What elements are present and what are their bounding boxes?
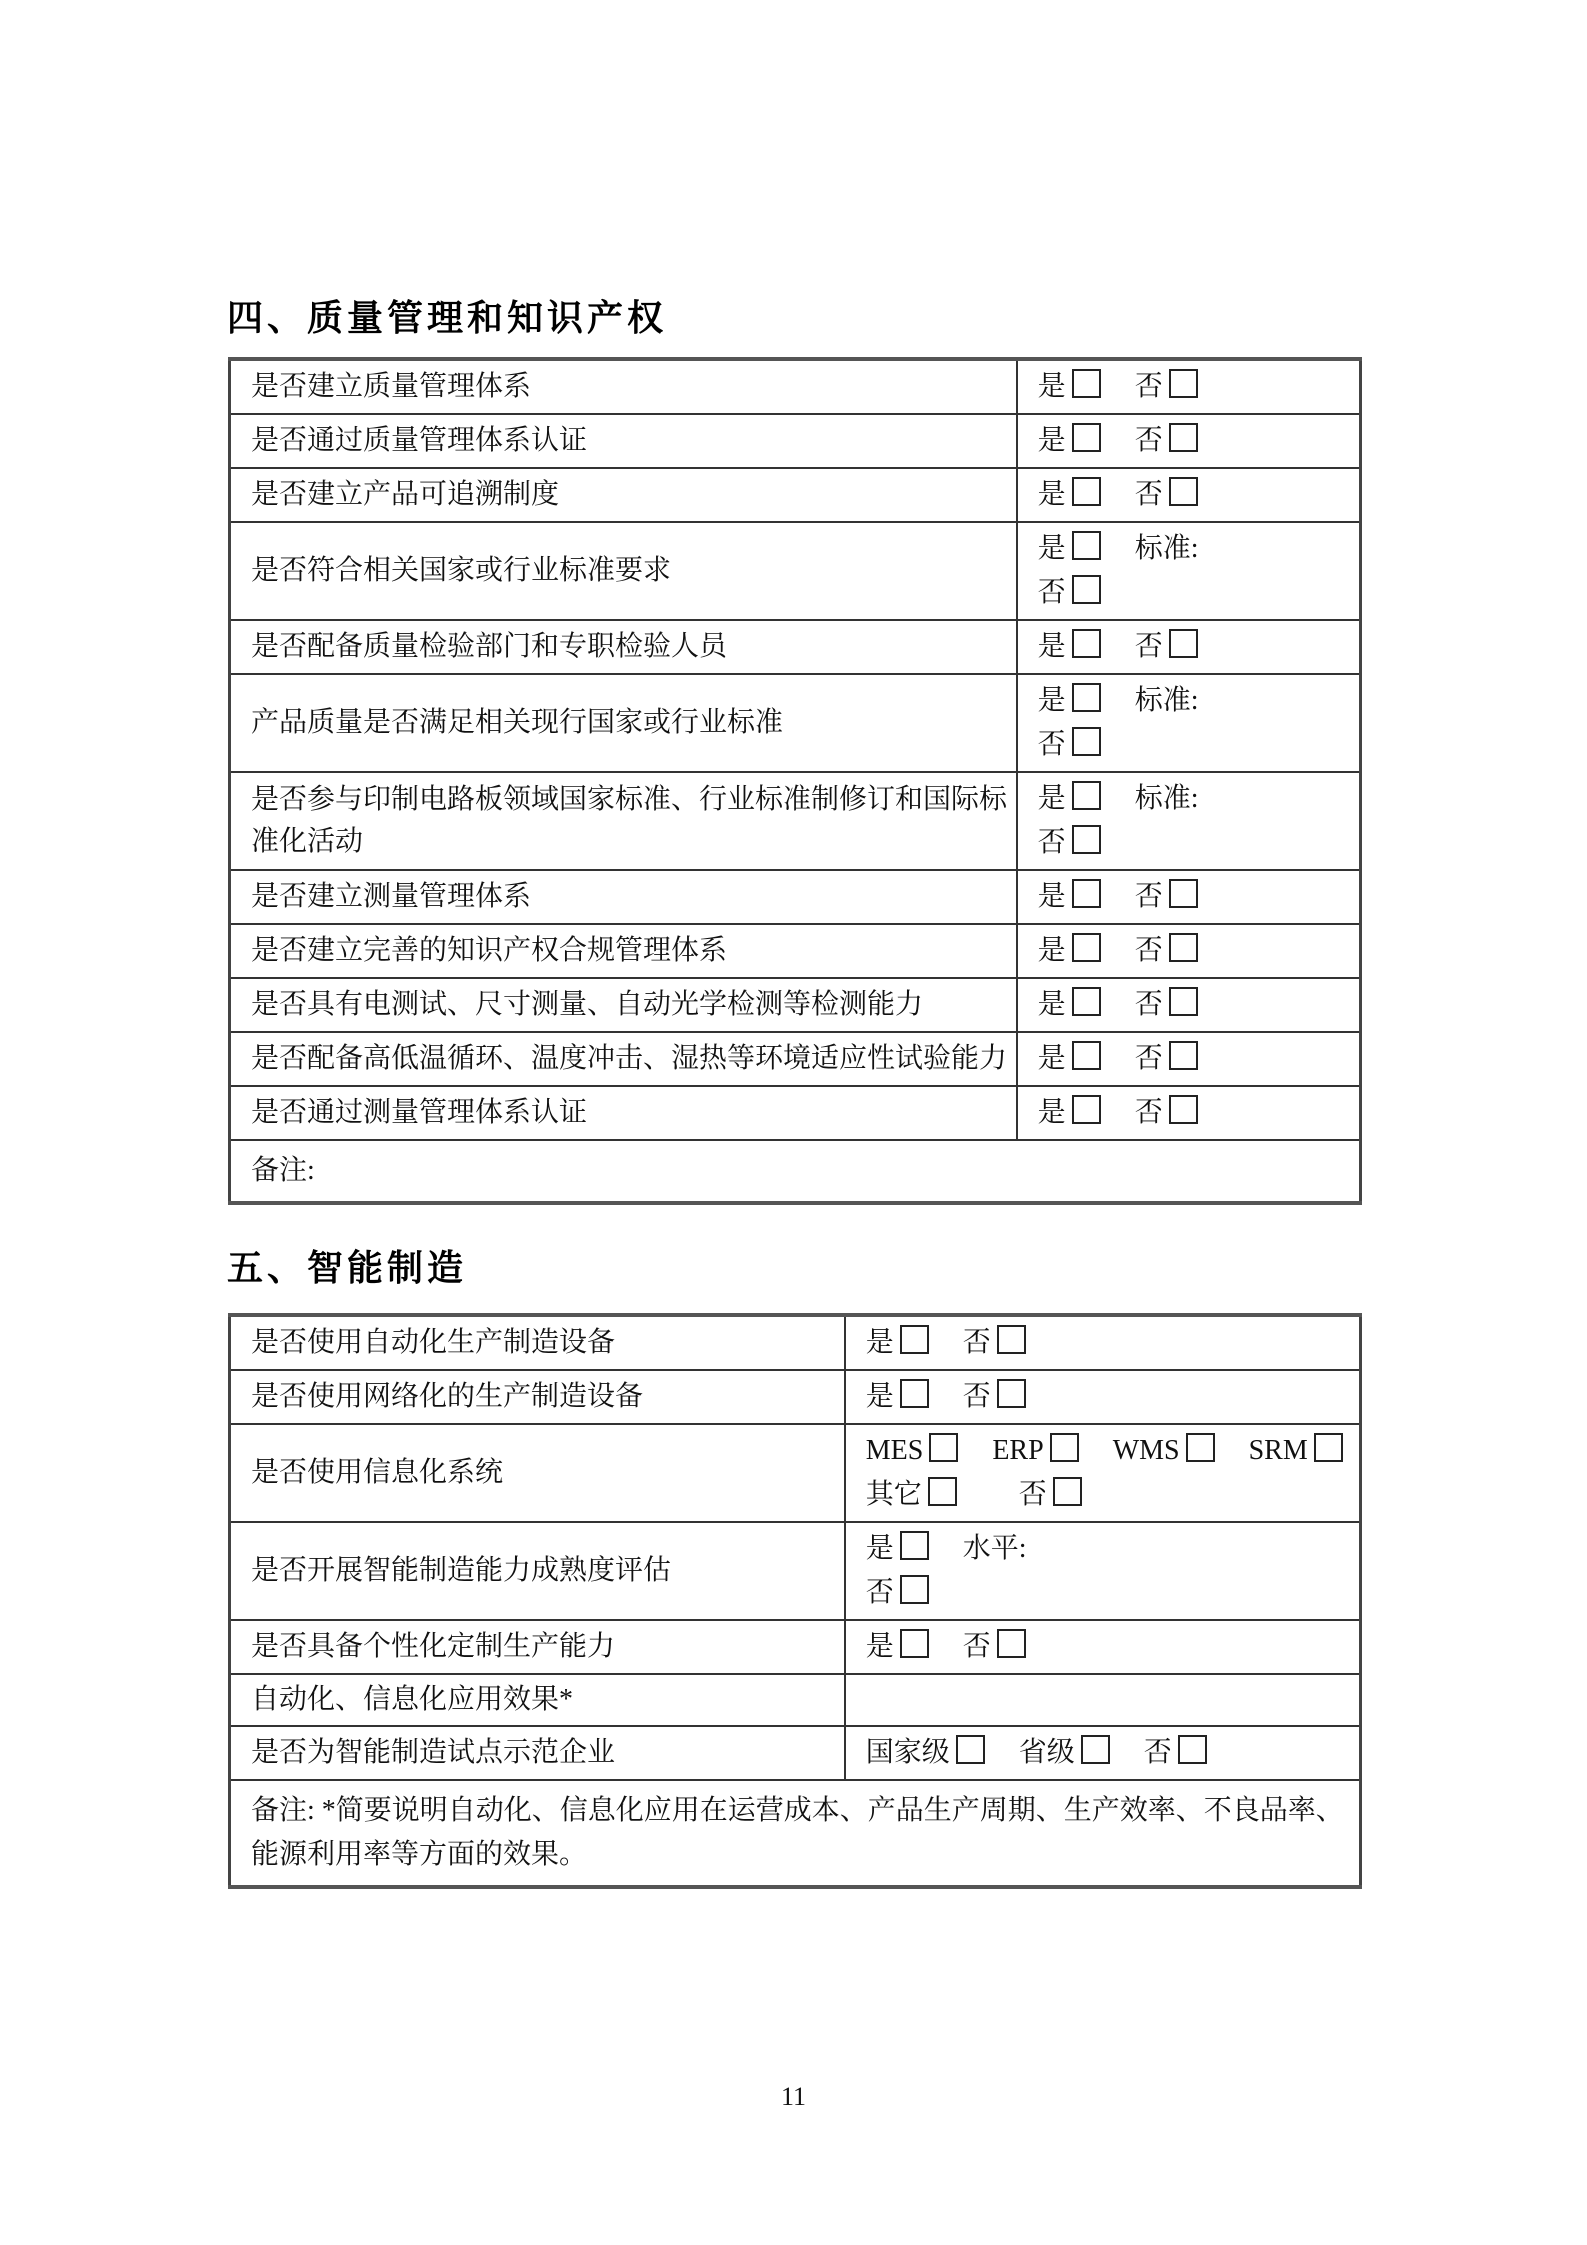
- remark-cell: 备注:: [230, 1140, 1361, 1203]
- answer-cell: [1017, 1086, 1361, 1140]
- checkbox[interactable]: [1072, 781, 1101, 810]
- checkbox-option: [992, 1429, 1078, 1473]
- fill-in-label: [1135, 679, 1199, 723]
- answer-cell: [845, 1674, 1361, 1726]
- option-label: 是: [1037, 989, 1066, 1020]
- checkbox-option: [1135, 929, 1198, 973]
- option-label: 是: [1037, 783, 1066, 814]
- table-row: [230, 1315, 1361, 1370]
- fill-in-label: [1135, 527, 1199, 571]
- checkbox-option: [866, 1571, 929, 1615]
- checkbox-option: [866, 1527, 929, 1571]
- page-number: 11: [780, 2082, 807, 2111]
- table-row: [230, 772, 1361, 870]
- option-label: 其它: [865, 1479, 922, 1510]
- option-label: 否: [1037, 827, 1066, 858]
- answer-line: [866, 1473, 1353, 1517]
- answer-line: [1038, 929, 1353, 973]
- option-label: 否: [962, 1381, 991, 1412]
- option-label: 否: [1134, 631, 1163, 662]
- checkbox-option: [1038, 1091, 1101, 1135]
- checkbox-option: [866, 1625, 929, 1669]
- option-label: 否: [1134, 989, 1163, 1020]
- checkbox[interactable]: [900, 1325, 929, 1354]
- question-cell: 是否配备高低温循环、温度冲击、湿热等环境适应性试验能力: [230, 1032, 1017, 1086]
- table-row: [230, 1086, 1361, 1140]
- option-label: 否: [962, 1327, 991, 1358]
- option-label: 水平:: [962, 1533, 1027, 1564]
- answer-line: [1038, 419, 1353, 463]
- checkbox[interactable]: [1169, 1041, 1198, 1070]
- checkbox[interactable]: [1053, 1477, 1082, 1506]
- checkbox[interactable]: [1178, 1735, 1207, 1764]
- checkbox-option: [1135, 625, 1198, 669]
- question-cell: 自动化、信息化应用效果*: [230, 1674, 845, 1726]
- answer-cell: [1017, 870, 1361, 924]
- option-label: 否: [1134, 1043, 1163, 1074]
- remark-cell: 备注: *简要说明自动化、信息化应用在运营成本、产品生产周期、生产效率、不良品率、能源利用率等方面的效果。: [230, 1780, 1361, 1887]
- checkbox-option: [866, 1429, 959, 1473]
- checkbox-option: [1038, 723, 1101, 767]
- option-label: 是: [865, 1327, 894, 1358]
- checkbox[interactable]: [997, 1629, 1026, 1658]
- checkbox-option: [866, 1731, 985, 1775]
- table-row: [230, 1424, 1361, 1522]
- checkbox[interactable]: [1072, 1095, 1101, 1124]
- checkbox-option: [1135, 875, 1198, 919]
- checkbox[interactable]: [929, 1433, 958, 1462]
- option-label: 是: [1037, 685, 1066, 716]
- checkbox[interactable]: [928, 1477, 957, 1506]
- checkbox[interactable]: [1169, 987, 1198, 1016]
- answer-cell: [845, 1522, 1361, 1620]
- checkbox[interactable]: [1169, 1095, 1198, 1124]
- checkbox[interactable]: [997, 1325, 1026, 1354]
- answer-cell: [1017, 674, 1361, 772]
- answer-cell: [845, 1620, 1361, 1674]
- answer-line: [866, 1321, 1353, 1365]
- answer-cell: [845, 1370, 1361, 1424]
- question-cell: 是否建立产品可追溯制度: [230, 468, 1017, 522]
- option-label: 是: [865, 1381, 894, 1412]
- checkbox-option: [963, 1625, 1026, 1669]
- table-row: [230, 1674, 1361, 1726]
- answer-line: [866, 1375, 1353, 1419]
- answer-cell: [1017, 414, 1361, 468]
- question-cell: 是否使用信息化系统: [230, 1424, 845, 1522]
- checkbox-option: [866, 1473, 957, 1517]
- checkbox[interactable]: [900, 1629, 929, 1658]
- checkbox[interactable]: [1072, 531, 1101, 560]
- checkbox-option: [1038, 365, 1101, 409]
- answer-line: [1038, 473, 1353, 517]
- table-row: [230, 1620, 1361, 1674]
- answer-line: [1038, 875, 1353, 919]
- answer-line: [866, 1571, 1353, 1615]
- answer-line: [1038, 527, 1353, 571]
- question-cell: 是否开展智能制造能力成熟度评估: [230, 1522, 845, 1620]
- checkbox[interactable]: [1169, 423, 1198, 452]
- checkbox-option: [1038, 679, 1101, 723]
- option-label: 否: [1134, 1097, 1163, 1128]
- fill-in-label: [963, 1527, 1027, 1571]
- question-cell: 是否建立质量管理体系: [230, 359, 1017, 414]
- question-cell: 是否参与印制电路板领域国家标准、行业标准制修订和国际标准化活动: [230, 772, 1017, 870]
- option-label: SRM: [1248, 1435, 1308, 1466]
- checkbox[interactable]: [1072, 369, 1101, 398]
- checkbox[interactable]: [1169, 369, 1198, 398]
- checkbox[interactable]: [1169, 629, 1198, 658]
- option-label: 否: [1037, 729, 1066, 760]
- checkbox-option: [1038, 875, 1101, 919]
- checkbox-option: [1038, 983, 1101, 1027]
- checkbox-option: [963, 1375, 1026, 1419]
- checkbox[interactable]: [1072, 987, 1101, 1016]
- checkbox-option: [1038, 625, 1101, 669]
- option-label: 是: [865, 1631, 894, 1662]
- option-label: 是: [1037, 479, 1066, 510]
- table-row: [230, 1370, 1361, 1424]
- table-row: [230, 1032, 1361, 1086]
- option-label: 否: [1037, 577, 1066, 608]
- answer-cell: [1017, 772, 1361, 870]
- checkbox[interactable]: [1186, 1433, 1215, 1462]
- answer-line: [1038, 365, 1353, 409]
- fill-in-label: [1135, 777, 1199, 821]
- table-row: [230, 359, 1361, 414]
- checkbox-option: [1144, 1731, 1207, 1775]
- answer-line: [866, 1527, 1353, 1571]
- table-row: [230, 468, 1361, 522]
- option-label: ERP: [992, 1435, 1044, 1466]
- table-row: [230, 1522, 1361, 1620]
- answer-line: [1038, 983, 1353, 1027]
- answer-cell: [1017, 359, 1361, 414]
- checkbox-option: [866, 1375, 929, 1419]
- checkbox-option: [1135, 983, 1198, 1027]
- answer-cell: [1017, 468, 1361, 522]
- checkbox[interactable]: [1072, 423, 1101, 452]
- checkbox[interactable]: [900, 1379, 929, 1408]
- answer-line: [866, 1731, 1353, 1775]
- answer-cell: [845, 1726, 1361, 1780]
- checkbox-option: [963, 1321, 1026, 1365]
- checkbox-option: [1038, 571, 1101, 615]
- table-row: [230, 674, 1361, 772]
- checkbox[interactable]: [1072, 683, 1101, 712]
- table-row: [230, 924, 1361, 978]
- option-label: 否: [1143, 1737, 1172, 1768]
- checkbox[interactable]: [1072, 933, 1101, 962]
- question-cell: 是否具备个性化定制生产能力: [230, 1620, 845, 1674]
- smart-manufacturing-table: [228, 1313, 1362, 1889]
- checkbox[interactable]: [1169, 477, 1198, 506]
- checkbox[interactable]: [1314, 1433, 1343, 1462]
- checkbox[interactable]: [1072, 477, 1101, 506]
- answer-line: [1038, 821, 1353, 865]
- table-row: [230, 870, 1361, 924]
- checkbox-option: [1038, 527, 1101, 571]
- section-title-smart: 五、智能制造: [227, 1248, 468, 1289]
- checkbox-option: [1019, 1731, 1110, 1775]
- answer-cell: [845, 1424, 1361, 1522]
- question-cell: 是否为智能制造试点示范企业: [230, 1726, 845, 1780]
- answer-line: [1038, 1037, 1353, 1081]
- checkbox[interactable]: [1169, 879, 1198, 908]
- answer-cell: [1017, 978, 1361, 1032]
- answer-line: [866, 1429, 1353, 1473]
- checkbox-option: [1038, 777, 1101, 821]
- table-row: [230, 1780, 1361, 1887]
- checkbox-option: [1038, 1037, 1101, 1081]
- answer-cell: [1017, 522, 1361, 620]
- option-label: 标准:: [1134, 533, 1199, 564]
- question-cell: 是否通过测量管理体系认证: [230, 1086, 1017, 1140]
- question-cell: 是否具有电测试、尺寸测量、自动光学检测等检测能力: [230, 978, 1017, 1032]
- answer-line: [1038, 679, 1353, 723]
- checkbox[interactable]: [1072, 727, 1101, 756]
- checkbox-option: [1019, 1473, 1082, 1517]
- option-label: 否: [962, 1631, 991, 1662]
- question-cell: 是否符合相关国家或行业标准要求: [230, 522, 1017, 620]
- option-label: 是: [1037, 425, 1066, 456]
- checkbox-option: [1135, 419, 1198, 463]
- question-cell: 是否建立测量管理体系: [230, 870, 1017, 924]
- checkbox[interactable]: [1072, 879, 1101, 908]
- checkbox-option: [1113, 1429, 1215, 1473]
- option-label: 是: [1037, 533, 1066, 564]
- answer-line: [1038, 723, 1353, 767]
- checkbox-option: [1135, 365, 1198, 409]
- option-label: 否: [1134, 371, 1163, 402]
- checkbox[interactable]: [1050, 1433, 1079, 1462]
- checkbox[interactable]: [1072, 825, 1101, 854]
- option-label: 是: [1037, 371, 1066, 402]
- option-label: 是: [1037, 881, 1066, 912]
- question-cell: 产品质量是否满足相关现行国家或行业标准: [230, 674, 1017, 772]
- answer-cell: [845, 1315, 1361, 1370]
- checkbox[interactable]: [1081, 1735, 1110, 1764]
- option-label: 是: [1037, 631, 1066, 662]
- option-label: 是: [1037, 1097, 1066, 1128]
- option-label: 是: [1037, 935, 1066, 966]
- checkbox[interactable]: [1072, 1041, 1101, 1070]
- option-label: 否: [1134, 935, 1163, 966]
- question-cell: 是否使用网络化的生产制造设备: [230, 1370, 845, 1424]
- quality-table: [228, 357, 1362, 1205]
- option-label: 是: [865, 1533, 894, 1564]
- table-row: [230, 1140, 1361, 1203]
- answer-line: [1038, 571, 1353, 615]
- option-label: 否: [1134, 881, 1163, 912]
- checkbox[interactable]: [1072, 575, 1101, 604]
- checkbox-option: [1038, 473, 1101, 517]
- checkbox-option: [1038, 419, 1101, 463]
- checkbox[interactable]: [1169, 933, 1198, 962]
- option-label: MES: [865, 1435, 924, 1466]
- checkbox-option: [1038, 821, 1101, 865]
- option-label: 是: [1037, 1043, 1066, 1074]
- option-label: 否: [865, 1577, 894, 1608]
- option-label: 否: [1018, 1479, 1047, 1510]
- option-label: WMS: [1112, 1435, 1180, 1466]
- question-cell: 是否建立完善的知识产权合规管理体系: [230, 924, 1017, 978]
- question-cell: 是否使用自动化生产制造设备: [230, 1315, 845, 1370]
- answer-line: [1038, 777, 1353, 821]
- table-row: [230, 620, 1361, 674]
- answer-cell: [1017, 924, 1361, 978]
- option-label: 否: [1134, 479, 1163, 510]
- checkbox-option: [1249, 1429, 1343, 1473]
- table-row: [230, 522, 1361, 620]
- option-label: 标准:: [1134, 685, 1199, 716]
- answer-line: [866, 1625, 1353, 1669]
- checkbox[interactable]: [900, 1575, 929, 1604]
- answer-line: [1038, 625, 1353, 669]
- option-label: 国家级: [865, 1737, 950, 1768]
- checkbox[interactable]: [900, 1531, 929, 1560]
- question-cell: 是否配备质量检验部门和专职检验人员: [230, 620, 1017, 674]
- checkbox[interactable]: [1072, 629, 1101, 658]
- answer-cell: [1017, 1032, 1361, 1086]
- checkbox-option: [1038, 929, 1101, 973]
- question-cell: 是否通过质量管理体系认证: [230, 414, 1017, 468]
- checkbox[interactable]: [997, 1379, 1026, 1408]
- answer-line: [1038, 1091, 1353, 1135]
- option-label: 省级: [1018, 1737, 1075, 1768]
- answer-cell: [1017, 620, 1361, 674]
- checkbox[interactable]: [956, 1735, 985, 1764]
- checkbox-option: [866, 1321, 929, 1365]
- checkbox-option: [1135, 1037, 1198, 1081]
- checkbox-option: [1135, 1091, 1198, 1135]
- option-label: 否: [1134, 425, 1163, 456]
- table-row: [230, 414, 1361, 468]
- section-title-quality: 四、质量管理和知识产权: [227, 298, 668, 339]
- option-label: 标准:: [1134, 783, 1199, 814]
- checkbox-option: [1135, 473, 1198, 517]
- table-row: [230, 1726, 1361, 1780]
- table-row: [230, 978, 1361, 1032]
